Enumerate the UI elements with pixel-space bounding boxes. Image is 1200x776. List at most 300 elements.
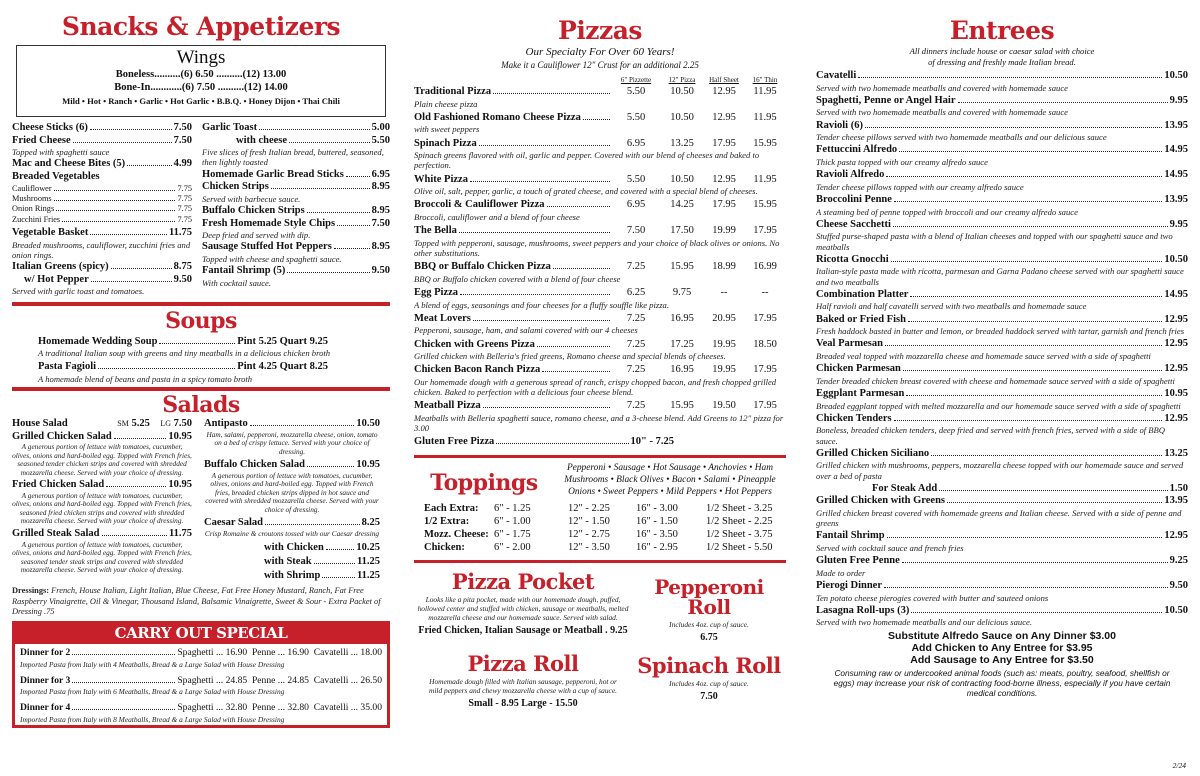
item-name: Chicken with Greens Pizza	[414, 338, 535, 350]
item-price: 9.75	[672, 286, 692, 298]
item-price: 12.95	[1164, 363, 1188, 375]
salad-addon	[264, 541, 380, 555]
entree-item	[816, 605, 1188, 618]
item-price: 12.95	[712, 111, 736, 123]
item-price: 13.25	[670, 137, 694, 149]
topping-price: 6" - 2.00	[494, 541, 531, 553]
item-name: Fantail Shrimp	[816, 530, 885, 542]
carryout-row	[20, 702, 382, 715]
item-name: Garlic Toast	[202, 122, 258, 133]
dot-leader	[346, 176, 370, 177]
item-price: 11.25	[356, 556, 380, 568]
item-price: 10.50	[670, 111, 694, 123]
item-name: Mac and Cheese Bites (5)	[12, 158, 126, 170]
house-salad: House Salad SM 5.25 LG 7.50	[12, 418, 192, 430]
item-description: Boneless, breaded chicken tenders, deep fried and served with french fries, served with a side of BBQ sauce.	[816, 425, 1165, 446]
item-price: 16.95	[670, 312, 694, 324]
item-description: Served with two homemade meatballs and covered with homemade sauce	[816, 107, 1068, 118]
item-price: --	[720, 286, 728, 298]
item-name: Fresh Homemade Style Chips	[202, 217, 336, 229]
entree-extra: Add Sausage to Any Entree for $3.50	[910, 653, 1094, 666]
dot-leader	[159, 343, 235, 344]
pizza-item	[414, 261, 786, 274]
dot-leader	[334, 248, 370, 249]
item-price: 9.50	[1169, 579, 1188, 591]
size-header: 6" Pizzette	[620, 76, 652, 84]
dot-leader	[931, 455, 1162, 456]
dot-leader	[91, 281, 172, 282]
item-name: Spaghetti, Penne or Angel Hair	[816, 94, 956, 106]
wings-box	[16, 45, 386, 117]
item-price: 14.95	[1164, 288, 1188, 300]
size-header: 16" Thin	[752, 76, 778, 84]
item-name: Meatball Pizza	[414, 400, 481, 412]
item-name: Cauliflower	[12, 183, 52, 193]
gluten-free-pizza: Gluten Free Pizza 10" - 7.25	[414, 436, 674, 448]
item-price: 10.50	[1164, 70, 1188, 81]
entree-item	[816, 338, 1188, 351]
item-description: Tender cheese pillows topped with our creamy alfredo sauce	[816, 181, 1024, 192]
dot-leader	[894, 420, 1163, 421]
salad-item	[204, 418, 380, 431]
snack-item	[12, 122, 192, 135]
item-price: 6.95	[371, 168, 390, 180]
dot-leader	[894, 201, 1162, 202]
pizzas-cauliflower-note: Make it a Cauliflower 12" Crust for an additional 2.25	[501, 60, 699, 70]
dot-leader	[583, 119, 610, 120]
entree-item	[816, 388, 1188, 401]
dot-leader	[111, 268, 172, 269]
item-price: 5.00	[371, 122, 390, 133]
item-price: 13.95	[1164, 495, 1188, 507]
snack-item	[202, 265, 390, 278]
snack-item	[202, 135, 390, 148]
item-name: Pierogi Dinner	[816, 579, 883, 591]
item-price: 7.25	[626, 312, 646, 324]
salads-left	[12, 418, 192, 583]
item-price: 13.25	[1164, 447, 1188, 459]
dot-leader	[56, 210, 175, 211]
carryout-title: CARRY OUT SPECIAL	[15, 624, 387, 644]
item-name: Egg Pizza	[414, 286, 459, 298]
item-price: --	[761, 286, 769, 298]
dot-leader	[307, 212, 370, 213]
topping-price: 1/2 Sheet - 2.25	[706, 515, 773, 527]
entree-item	[816, 448, 1188, 461]
item-price: 11.25	[356, 570, 380, 582]
item-name: Caesar Salad	[204, 517, 264, 529]
item-price: 10.95	[1164, 387, 1188, 399]
item-name: with cheese	[236, 134, 288, 146]
item-name: Mushrooms	[12, 193, 52, 203]
dot-leader	[537, 346, 610, 347]
soup-item	[38, 361, 328, 374]
dot-leader	[910, 296, 1162, 297]
item-price: 19.95	[712, 364, 736, 376]
dot-leader	[307, 466, 354, 467]
item-description: Served with two homemade meatballs and covered with homemade sauce	[816, 82, 1068, 93]
pizza-item	[414, 86, 786, 99]
item-description: Served with cocktail sauce and french fries	[816, 542, 964, 553]
item-description: A traditional Italian soup with greens and tiny meatballs in a delicious chicken broth	[38, 348, 331, 359]
item-description: A generous portion of lettuce with tomatoes, cucumber, olives, onions and hard-boiled egg. Topped with French fries, seasoned fried chicken strips and covered with shredded mozzarella cheese. Served with your choice of dressing.	[12, 490, 192, 526]
item-price: 12.95	[1164, 530, 1188, 542]
item-description: Spinach greens flavored with oil, garlic and pepper. Covered with our blend of cheeses and baked to perfection.	[414, 150, 760, 171]
dot-leader	[470, 181, 610, 182]
divider	[414, 560, 786, 563]
item-name: Pasta Fagioli	[38, 361, 97, 373]
topping-price: 16" - 2.95	[636, 541, 678, 553]
item-price: 13.95	[1164, 119, 1188, 131]
item-price: 20.95	[712, 312, 736, 324]
entree-item	[816, 363, 1188, 376]
topping-label: 1/2 Extra:	[424, 515, 470, 527]
item-name: Chicken Parmesan	[816, 363, 901, 375]
item-price: 15.95	[670, 400, 694, 412]
topping-price: 16" - 3.50	[636, 528, 678, 540]
item-name: with Chicken	[264, 542, 324, 554]
dot-leader	[493, 93, 610, 94]
item-price: 17.95	[753, 225, 777, 237]
dot-leader	[271, 188, 370, 189]
item-name: Grilled Chicken Siciliano	[816, 447, 930, 459]
item-description: Served with two homemade meatballs and our delicious sauce.	[816, 617, 1033, 628]
topping-price: 1/2 Sheet - 3.75	[706, 528, 773, 540]
item-name: Ravioli Alfredo	[816, 169, 885, 181]
item-description: A homemade blend of beans and pasta in a spicy tomato broth	[38, 373, 253, 384]
topping-label: Chicken:	[424, 541, 465, 553]
entree-list	[816, 70, 1188, 481]
entree-item	[816, 194, 1188, 207]
topping-price: 12" - 2.25	[568, 502, 610, 514]
dot-leader	[72, 654, 175, 655]
topping-price: 1/2 Sheet - 3.25	[706, 502, 773, 514]
item-name: Old Fashioned Romano Cheese Pizza	[414, 111, 581, 123]
item-price: 4.99	[173, 158, 192, 170]
item-description: Our homemade dough with a generous spread of ranch, crispy chopped bacon, and fresh chopped grilled chicken. Baked to perfection with a delicious four cheese blend.	[414, 376, 777, 398]
salad-item	[204, 459, 380, 472]
pizzas-subtitle: Our Specialty For Over 60 Years!	[525, 46, 675, 58]
pizza-pocket: Pizza Pocket Looks like a pita pocket, made with our homemade dough, puffed, hollowed center and stuffed with chicken, sausage or meatballs, melted mozzarella cheese and our homemade sauce. Served with salad. Fried Chicken, Italian Sausage or Meatball . 9.25	[414, 571, 632, 643]
item-price: 12.95	[1164, 338, 1188, 350]
wings-boneless: Boneless..........(6) 6.50 ..........(12) 13.00	[115, 69, 287, 80]
snack-item	[12, 274, 192, 287]
item-price: 11.95	[753, 86, 777, 97]
food-warning: Consuming raw or undercooked animal foods (such as: meats, poultry, seafood, shellfish or eggs) may increase your risk of contracting food-borne illness, especially if you have certain medical conditions.	[833, 667, 1171, 698]
item-description: Plain cheese pizza	[414, 98, 478, 109]
item-price: 14.95	[1164, 169, 1188, 181]
salad-addon	[264, 569, 380, 583]
item-price: 8.95	[371, 181, 390, 193]
item-name: Chicken Tenders	[816, 412, 892, 424]
topping-price: 12" - 3.50	[568, 541, 610, 553]
entree-item	[816, 314, 1188, 327]
toppings-title: Toppings	[430, 469, 538, 496]
dot-leader	[958, 102, 1168, 103]
pizza-item	[414, 174, 786, 187]
item-name: Spinach Pizza	[414, 137, 477, 149]
dot-leader	[73, 142, 172, 143]
spinach-roll: Spinach Roll Includes 4oz. cup of sauce. 7.50	[632, 653, 786, 709]
item-description: Ham, salami, pepperoni, mozzarella cheese, onion, tomato on a bed of crispy lettuce. Served with your choice of dressing.	[206, 429, 378, 456]
dot-leader	[893, 226, 1168, 227]
carryout-prices: Spaghetti ... 32.80 Penne ... 32.80 Cavatelli ... 35.00	[177, 702, 382, 714]
pepperoni-roll: Pepperoni Roll Includes 4oz. cup of sauce. 6.75	[632, 571, 786, 643]
pizza-item	[414, 225, 786, 238]
dot-leader	[891, 261, 1163, 262]
pizza-item	[414, 138, 786, 151]
pizza-item	[414, 199, 786, 212]
item-price: 17.25	[670, 338, 694, 350]
item-name: Grilled Chicken with Greens	[816, 495, 946, 507]
dot-leader	[885, 345, 1162, 346]
item-price: 16.95	[670, 364, 694, 376]
wings-flavors: Mild • Hot • Ranch • Garlic • Hot Garlic • B.B.Q. • Honey Dijon • Thai Chili	[62, 96, 340, 106]
item-description: Served with garlic toast and tomatoes.	[12, 286, 145, 297]
item-price: 17.95	[753, 312, 777, 324]
pizza-roll-title: Pizza Roll	[467, 651, 579, 677]
dot-leader	[479, 145, 610, 146]
carryout-description: Imported Pasta from Italy with 4 Meatballs, Bread & a Large Salad with House Dressing	[20, 659, 285, 669]
carryout-name: Dinner for 3	[20, 674, 71, 686]
item-price: 6.95	[626, 137, 646, 149]
dot-leader	[322, 577, 355, 578]
rolls-row-1	[414, 568, 786, 644]
item-name: Cheese Sticks (6)	[12, 122, 88, 133]
right-column	[816, 0, 1188, 776]
salads-title: Salads	[162, 392, 240, 419]
dot-leader	[102, 535, 167, 536]
item-price: 12.95	[712, 86, 736, 97]
item-name: Baked or Fried Fish	[816, 313, 906, 325]
item-description: Five slices of fresh Italian bread, buttered, seasoned, then lightly toasted	[202, 147, 384, 168]
veg-item	[12, 204, 192, 214]
topping-label: Mozz. Cheese:	[424, 528, 489, 540]
item-price: 17.95	[712, 137, 736, 149]
dot-leader	[902, 562, 1168, 563]
dot-leader	[54, 200, 176, 201]
item-name: Sausage Stuffed Hot Peppers	[202, 241, 332, 253]
entrees-title: Entrees	[949, 16, 1055, 45]
item-price: 11.75	[168, 527, 192, 539]
item-description: BBQ or Buffalo chicken covered with a blend of four cheese	[414, 273, 621, 284]
item-price: 11.95	[753, 111, 777, 123]
item-name: Cheese Sacchetti	[816, 218, 891, 230]
dot-leader	[127, 165, 171, 166]
item-description: Topped with spaghetti sauce	[12, 147, 110, 158]
item-description: Breaded mushrooms, cauliflower, zucchini fries and onion rings.	[12, 239, 191, 260]
carryout-prices: Spaghetti ... 24.85 Penne ... 24.85 Cavatelli ... 26.50	[177, 674, 382, 686]
carryout-description: Imported Pasta from Italy with 8 Meatballs, Bread & a Large Salad with House Dressing	[20, 714, 285, 724]
toppings-section	[414, 462, 786, 498]
item-description: with sweet peppers	[414, 124, 480, 135]
item-description: A generous portion of lettuce with tomatoes, cucumber, olives, onions and hard-boiled egg. Topped with French fries, breaded chicken strips dipped in hot sauce and covered with shredded mozzarella cheese. Served with your choice of dressing.	[205, 470, 379, 514]
item-description: Tender cheese pillows served with two homemade meatballs and our delicious sauce	[816, 132, 1107, 143]
item-name: Buffalo Chicken Salad	[204, 459, 305, 471]
snacks-right	[202, 122, 390, 298]
entree-item	[816, 530, 1188, 543]
dot-leader	[887, 537, 1163, 538]
veg-item	[12, 194, 192, 204]
dot-leader	[72, 709, 175, 710]
item-description: Olive oil, salt, pepper, garlic, a touch of grated cheese, and covered with a special blend of cheeses.	[414, 186, 758, 197]
snack-item	[202, 181, 390, 194]
item-name: Grilled Chicken Salad	[12, 430, 112, 442]
spinach-roll-title: Spinach Roll	[637, 653, 781, 679]
dot-leader	[908, 321, 1162, 322]
dot-leader	[90, 129, 172, 130]
entree-item	[816, 169, 1188, 182]
dot-leader	[911, 612, 1162, 613]
dot-leader	[287, 272, 369, 273]
item-price: 7.75	[177, 183, 192, 193]
item-price: 15.95	[753, 199, 777, 211]
item-name: Chicken Bacon Ranch Pizza	[414, 364, 541, 376]
entree-item	[816, 70, 1188, 83]
dot-leader	[54, 190, 176, 191]
pizza-item	[414, 112, 786, 125]
dot-leader	[865, 127, 1162, 128]
entree-item	[816, 254, 1188, 267]
item-price: 7.25	[626, 261, 646, 273]
size-header: 12" Pizza	[668, 76, 696, 84]
entree-extras	[816, 630, 1188, 666]
item-name: The Bella	[414, 225, 457, 237]
pizza-item	[414, 400, 786, 413]
item-name: Eggplant Parmesan	[816, 387, 905, 399]
item-price: 7.50	[173, 134, 192, 146]
snack-heading: Breaded Vegetables	[12, 170, 100, 182]
dot-leader	[858, 77, 1162, 78]
snacks-list	[12, 122, 390, 298]
item-description: Topped with pepperoni, sausage, mushrooms, sweet peppers and your choice of black olives or onions. No other substitutions.	[414, 237, 780, 258]
item-name: Homemade Wedding Soup	[38, 335, 158, 347]
menu-date: 2/24	[1172, 761, 1186, 770]
item-name: Chicken Strips	[202, 181, 269, 193]
entree-extra: Substitute Alfredo Sauce on Any Dinner $3.00	[888, 629, 1116, 642]
item-price: 17.95	[712, 199, 736, 211]
item-name: Grilled Steak Salad	[12, 527, 100, 539]
item-description: Breaded veal topped with mozzarella cheese and homemade sauce served with a side of spaghetti	[816, 350, 1151, 361]
item-price: 11.95	[753, 173, 777, 185]
item-name: Lasagna Roll-ups (3)	[816, 604, 910, 616]
pizza-list	[414, 86, 786, 433]
item-price: 5.50	[626, 111, 646, 123]
topping-price: 12" - 2.75	[568, 528, 610, 540]
pizza-pocket-title: Pizza Pocket	[451, 568, 595, 594]
snack-item	[12, 261, 192, 274]
item-price: 7.50	[626, 225, 646, 237]
divider	[414, 455, 786, 458]
snack-item	[12, 158, 192, 171]
item-name: Meat Lovers	[414, 312, 471, 324]
item-price: 16.99	[753, 261, 777, 273]
item-price: 11.75	[168, 227, 192, 239]
size-header: Half Sheet	[709, 76, 739, 84]
item-name: Gluten Free Penne	[816, 555, 900, 567]
entree-item	[816, 580, 1188, 593]
item-name: Broccoli & Cauliflower Pizza	[414, 199, 545, 211]
salads-list	[12, 418, 390, 583]
topping-row	[424, 515, 786, 528]
item-description: Crisp Romaine & croutons tossed with our Caesar dressing	[204, 528, 380, 538]
item-name: Fried Chicken Salad	[12, 479, 105, 491]
dot-leader	[459, 232, 610, 233]
dot-leader	[326, 549, 355, 550]
item-description: Fresh haddock basted in butter and lemon, or breaded haddock served with tartar, garnish and french fries	[816, 326, 1185, 337]
dot-leader	[884, 587, 1168, 588]
item-price: 6.95	[626, 199, 646, 211]
dot-leader	[259, 129, 369, 130]
item-price: 8.75	[173, 261, 192, 273]
soups-list	[12, 336, 390, 385]
item-price: 9.25	[1169, 555, 1188, 567]
toppings-prices	[414, 502, 786, 554]
item-price: 7.25	[626, 400, 646, 412]
snack-item	[12, 135, 192, 148]
item-description: With cocktail sauce.	[202, 277, 271, 288]
item-name: Ricotta Gnocchi	[816, 253, 889, 265]
item-name: Veal Parmesan	[816, 338, 883, 350]
snack-item	[202, 218, 390, 231]
snack-item	[12, 227, 192, 240]
item-price: 10.50	[1164, 604, 1188, 616]
dot-leader	[903, 370, 1163, 371]
carryout-box	[12, 621, 390, 728]
item-name: with Shrimp	[264, 570, 321, 582]
item-description: Stuffed purse-shaped pasta with a blend of Italian cheeses and topped with our spaghetti sauce and two meatballs	[816, 231, 1173, 252]
item-description: Tender breaded chicken breast covered with cheese and homemade sauce served with a side of spaghetti	[816, 375, 1175, 386]
item-price: 7.50	[173, 122, 192, 133]
dot-leader	[250, 425, 355, 426]
snacks-title: Snacks & Appetizers	[61, 12, 341, 41]
item-price: 10.95	[168, 479, 192, 491]
item-price: 17.95	[753, 400, 777, 412]
item-price: 9.50	[173, 273, 192, 285]
entree-list-2	[816, 495, 1188, 627]
item-name: Antipasto	[204, 418, 248, 430]
dot-leader	[906, 395, 1162, 396]
item-price: 17.50	[670, 225, 694, 237]
item-price: 10.95	[356, 459, 380, 471]
item-description: Thick pasta topped with our creamy alfredo sauce	[816, 156, 988, 167]
item-name: Buffalo Chicken Strips	[202, 204, 305, 216]
pizza-item	[414, 339, 786, 352]
item-price: 12.95	[1164, 313, 1188, 325]
entree-item	[816, 413, 1188, 426]
item-price: 19.99	[712, 225, 736, 237]
dot-leader	[314, 563, 355, 564]
dot-leader	[337, 225, 370, 226]
item-name: Fantail Shrimp (5)	[202, 265, 286, 277]
item-price: 12.95	[712, 173, 736, 185]
topping-row	[424, 502, 786, 515]
pizzas-title: Pizzas	[558, 16, 642, 45]
topping-row	[424, 528, 786, 541]
item-name: w/ Hot Pepper	[24, 273, 89, 285]
topping-price: 12" - 1.50	[568, 515, 610, 527]
dot-leader	[547, 206, 610, 207]
topping-price: 6" - 1.25	[494, 502, 531, 514]
item-description: A blend of eggs, seasonings and four cheeses for a fluffy souffle like pizza.	[414, 299, 670, 310]
item-price: 17.95	[753, 364, 777, 376]
toppings-list: Pepperoni • Sausage • Hot Sausage • Anchovies • Ham Mushrooms • Black Olives • Bacon • Salami • Pineapple Onions • Sweet Peppers • Mild Peppers • Hot Peppers	[564, 462, 776, 497]
item-price: 10.50	[670, 173, 694, 185]
entree-item	[816, 495, 1188, 508]
item-price: 7.75	[177, 214, 192, 224]
item-name: Combination Platter	[816, 288, 909, 300]
item-description: Made to order	[816, 567, 866, 578]
